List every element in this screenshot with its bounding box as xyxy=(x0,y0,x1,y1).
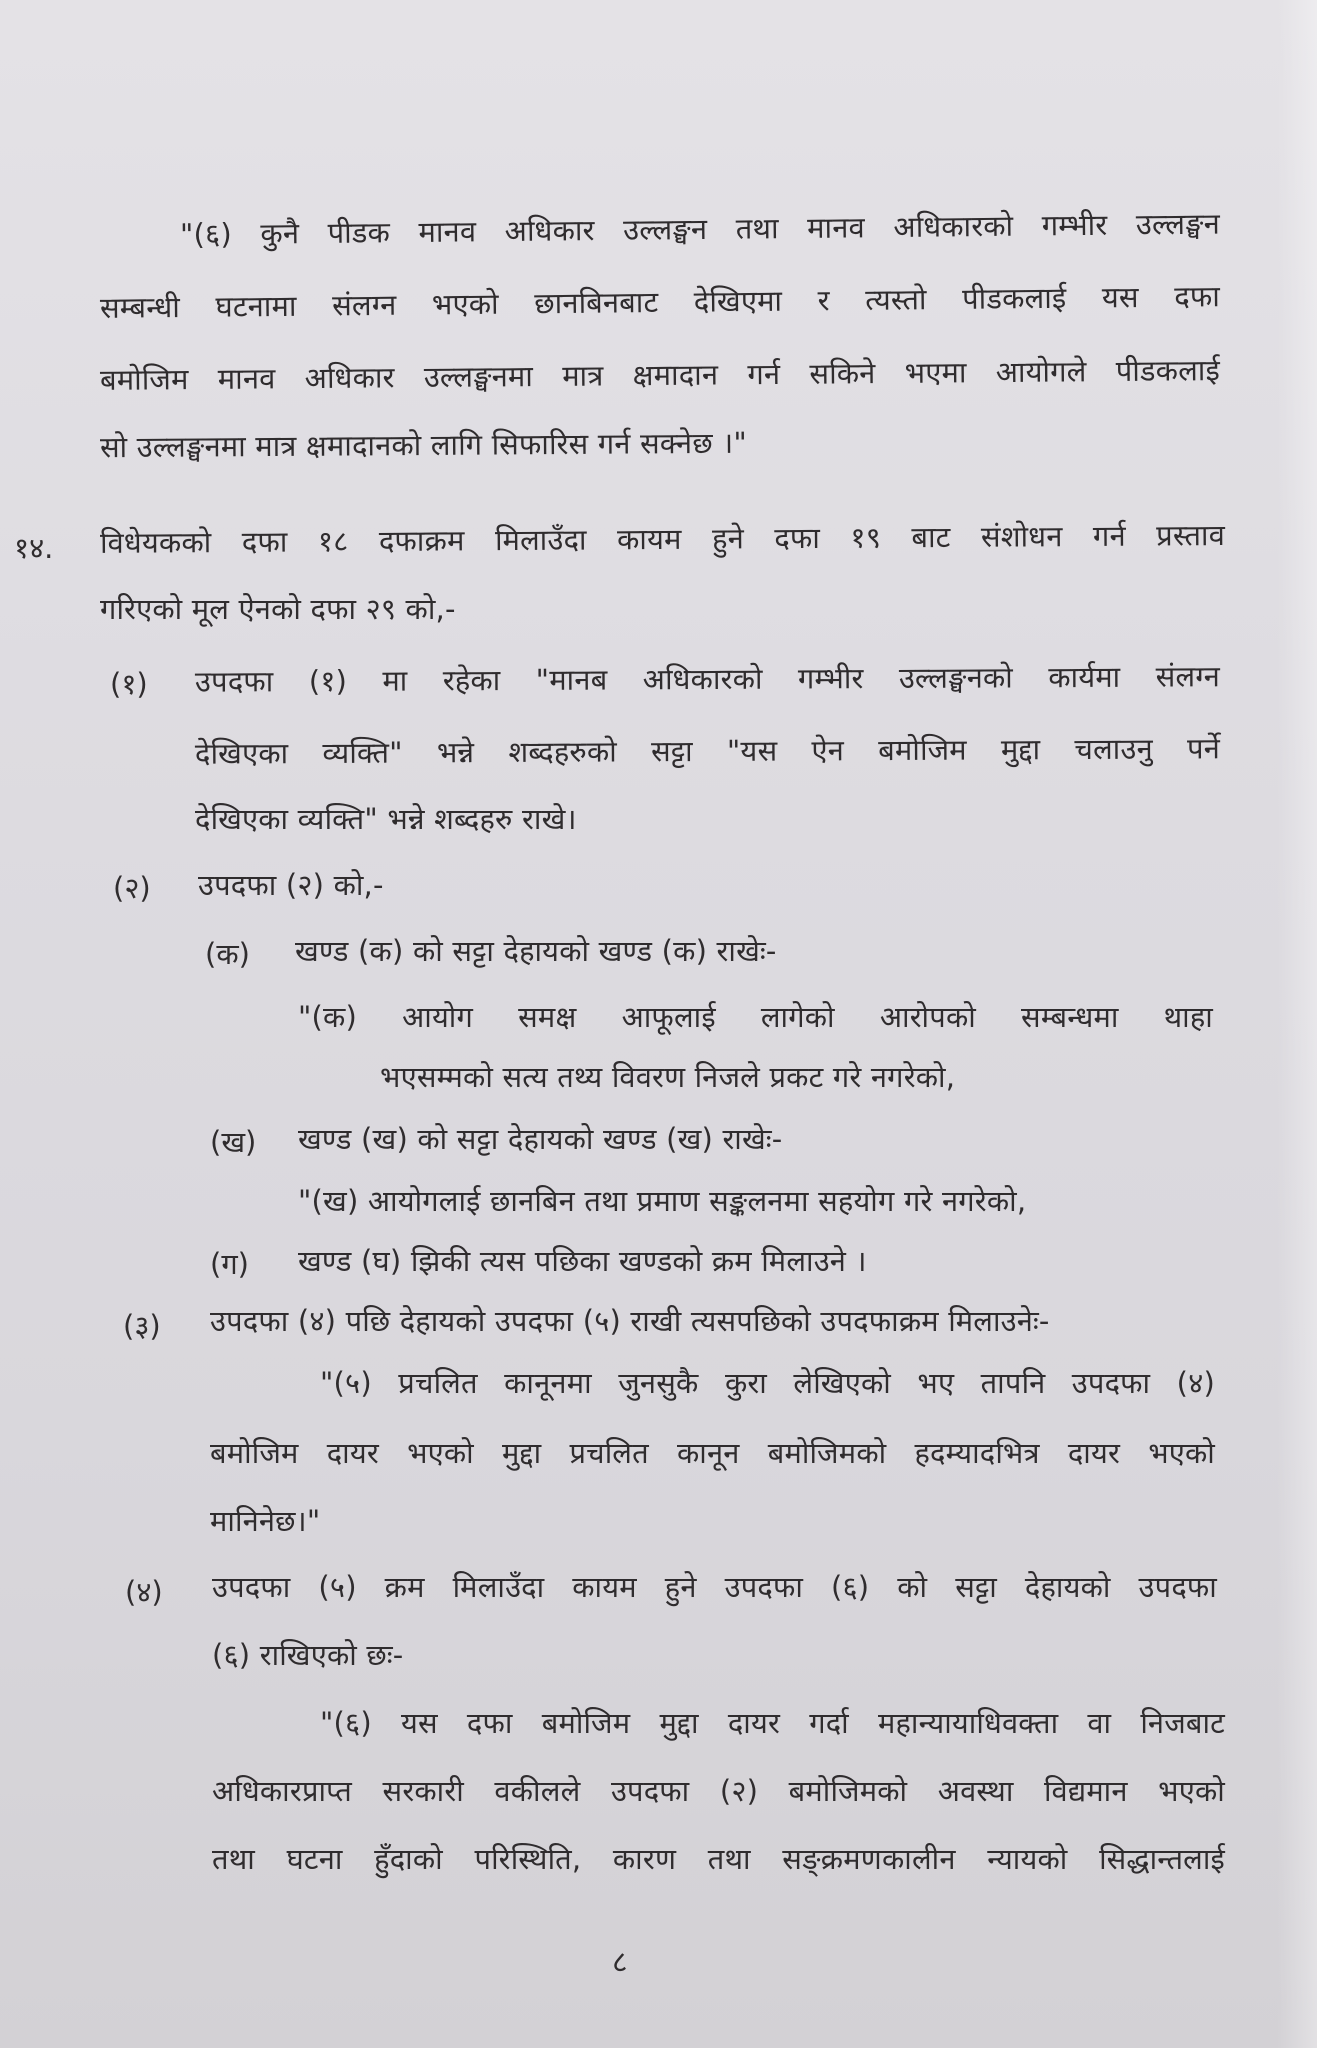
sub-3-quote-line-3: मानिनेछ।" xyxy=(210,1504,321,1538)
clause-ga-text: खण्ड (घ) झिकी त्यस पछिका खण्डको क्रम मिलाउने । xyxy=(298,1244,867,1278)
section-14-number: १४. xyxy=(14,531,54,565)
sub-4-line-1: उपदफा (५) क्रम मिलाउँदा कायम हुने उपदफा (६) को सट्टा देहायको उपदफा xyxy=(212,1570,1217,1604)
sub-4-quote-line-1: "(६) यस दफा बमोजिम मुद्दा दायर गर्दा महान्यायाधिवक्ता वा निजबाट xyxy=(320,1706,1225,1740)
clause-ka-quote-line-2: भएसम्मको सत्य तथ्य विवरण निजले प्रकट गरे नगरेको, xyxy=(380,1060,956,1094)
clause-ga-label: (ग) xyxy=(210,1247,249,1281)
sub-2-label: (२) xyxy=(113,871,151,905)
clause-ka-quote-line-1: "(क) आयोग समक्ष आफूलाई लागेको आरोपको सम्बन्धमा थाहा xyxy=(298,1000,1213,1034)
section-14-line-2: गरिएको मूल ऐनको दफा २९ को,- xyxy=(100,592,456,626)
clause-kha-quote: "(ख) आयोगलाई छानबिन तथा प्रमाण सङ्कलनमा सहयोग गरे नगरेको, xyxy=(298,1184,1027,1218)
sub-3-quote-line-1: "(५) प्रचलित कानूनमा जुनसुकै कुरा लेखिएको भए तापनि उपदफा (४) xyxy=(320,1366,1215,1400)
page-edge-shading xyxy=(1277,0,1317,2048)
page-number: ८ xyxy=(612,1945,628,1980)
sub-4-label: (४) xyxy=(125,1575,163,1609)
section-14-line-1: विधेयकको दफा १८ दफाक्रम मिलाउँदा कायम हुने दफा १९ बाट संशोधन गर्न प्रस्ताव xyxy=(99,518,1226,560)
clause-kha-text: खण्ड (ख) को सट्टा देहायको खण्ड (ख) राखेः- xyxy=(298,1122,783,1156)
sub-1-line-1: उपदफा (१) मा रहेका "मानब अधिकारको गम्भीर उल्लङ्घनको कार्यमा संलग्न xyxy=(194,659,1221,699)
para-6-line-3: बमोजिम मानव अधिकार उल्लङ्घनमा मात्र क्षमादान गर्न सकिने भएमा आयोगले पीडकलाई xyxy=(99,353,1221,397)
sub-4-line-2: (६) राखिएको छः- xyxy=(212,1638,404,1672)
sub-1-line-3: देखिएका व्यक्ति" भन्ने शब्दहरु राखे। xyxy=(195,802,577,836)
sub-4-quote-line-3: तथा घटना हुँदाको परिस्थिति, कारण तथा सङ्क्रमणकालीन न्यायको सिद्धान्तलाई xyxy=(212,1842,1225,1876)
sub-1-label: (१) xyxy=(110,667,148,701)
para-6-line-4: सो उल्लङ्घनमा मात्र क्षमादानको लागि सिफारिस गर्न सक्नेछ ।" xyxy=(99,425,748,465)
para-6-line-2: सम्बन्धी घटनामा संलग्न भएको छानबिनबाट देखिएमा र त्यस्तो पीडकलाई यस दफा xyxy=(99,279,1221,325)
sub-3-quote-line-2: बमोजिम दायर भएको मुद्दा प्रचलित कानून बमोजिमको हदम्यादभित्र दायर भएको xyxy=(210,1436,1215,1470)
clause-ka-label: (क) xyxy=(205,937,250,971)
sub-1-line-2: देखिएका व्यक्ति" भन्ने शब्दहरुको सट्टा "यस ऐन बमोजिम मुद्दा चलाउनु पर्ने xyxy=(194,731,1221,771)
sub-3-text: उपदफा (४) पछि देहायको उपदफा (५) राखी त्यसपछिको उपदफाक्रम मिलाउनेः- xyxy=(210,1304,1050,1338)
clause-ka-text: खण्ड (क) को सट्टा देहायको खण्ड (क) राखेः- xyxy=(295,934,777,968)
sub-3-label: (३) xyxy=(123,1309,161,1343)
clause-kha-label: (ख) xyxy=(210,1125,257,1159)
sub-4-quote-line-2: अधिकारप्राप्त सरकारी वकीलले उपदफा (२) बमोजिमको अवस्था विद्यमान भएको xyxy=(212,1774,1225,1808)
sub-2-text: उपदफा (२) को,- xyxy=(198,868,384,902)
para-6-line-1: "(६) कुनै पीडक मानव अधिकार उल्लङ्घन तथा मानव अधिकारको गम्भीर उल्लङ्घन xyxy=(179,206,1221,252)
